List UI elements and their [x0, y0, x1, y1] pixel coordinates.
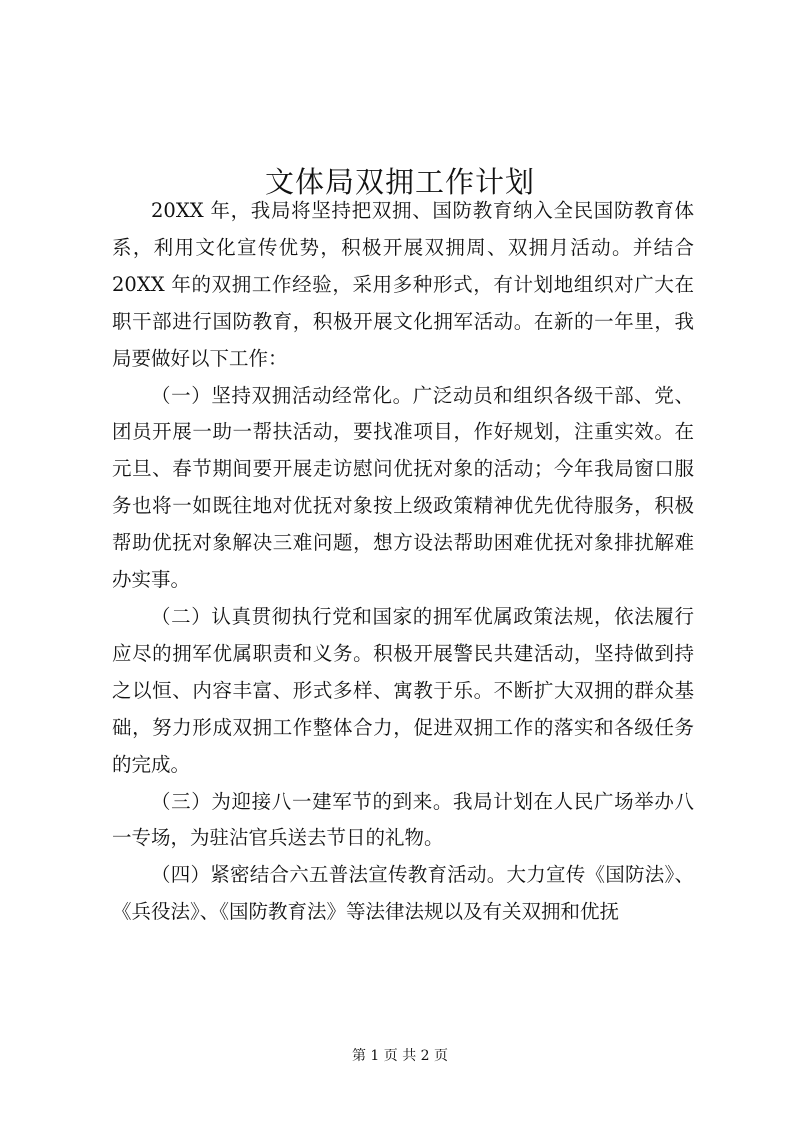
- document-title: 文体局双拥工作计划: [264, 165, 535, 200]
- paragraph-item-3: （三）为迎接八一建军节的到来。我局计划在人民广场举办八一专场，为驻沾官兵送去节日的礼物。: [112, 789, 694, 850]
- paragraph-item-4: （四）紧密结合六五普法宣传教育活动。大力宣传《国防法》、《兵役法》、《国防教育法》等法律法规以及有关双拥和优抚: [112, 863, 694, 924]
- paragraph-item-2: （二）认真贯彻执行党和国家的拥军优属政策法规，依法履行应尽的拥军优属职责和义务。积极开展警民共建活动，坚持做到持之以恒、内容丰富、形式多样、寓教于乐。不断扩大双拥的群众基础，努力形成双拥工作整体合力，促进双拥工作的落实和各级任务的完成。: [112, 604, 694, 776]
- paragraph-intro: 20XX 年，我局将坚持把双拥、国防教育纳入全民国防教育体系，利用文化宣传优势，积极开展双拥周、双拥月活动。并结合 20XX 年的双拥工作经验，采用多种形式，有计划地组织对广大在职干部进行国防教育，积极开展文化拥军活动。在新的一年里，我局要做好以下工作：: [112, 199, 694, 370]
- paragraph-item-1: （一）坚持双拥活动经常化。广泛动员和组织各级干部、党、团员开展一助一帮扶活动，要找准项目，作好规划，注重实效。在元旦、春节期间要开展走访慰问优抚对象的活动；今年我局窗口服务也将一如既往地对优抚对象按上级政策精神优先优待服务，积极帮助优抚对象解决三难问题，想方设法帮助困难优抚对象排扰解难办实事。: [112, 383, 694, 592]
- document-body: [112, 193, 694, 931]
- page-number-footer: 第 1 页 共 2 页: [351, 1048, 449, 1064]
